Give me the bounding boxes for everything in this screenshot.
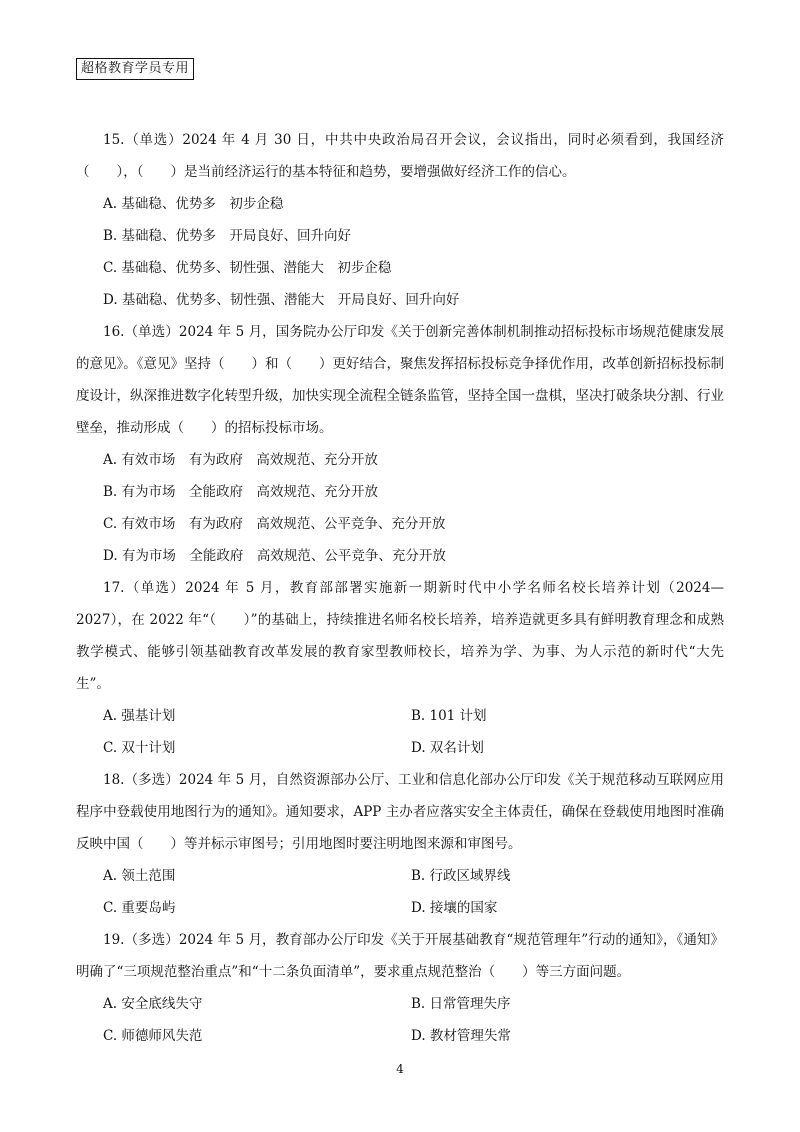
option-list — [76, 444, 724, 572]
option-list — [76, 988, 724, 1052]
option-c: C. 重要岛屿 — [103, 900, 176, 916]
option-a: A. 强基计划 — [103, 708, 176, 724]
option-d: D. 基础稳、优势多、韧性强、潜能大 开局良好、回升向好 — [103, 292, 460, 308]
option-c: C. 双十计划 — [103, 740, 176, 756]
option-b: B. 行政区域界线 — [411, 868, 511, 884]
option-d: D. 双名计划 — [411, 740, 484, 756]
option-list — [76, 188, 724, 316]
question-15 — [76, 124, 724, 316]
page-number: 4 — [396, 1062, 404, 1076]
option-c: C. 基础稳、优势多、韧性强、潜能大 初步企稳 — [103, 260, 392, 276]
option-list — [76, 700, 724, 764]
question-list — [76, 124, 724, 1052]
option-d: D. 接壤的国家 — [411, 900, 498, 916]
option-c: C. 有效市场 有为政府 高效规范、公平竞争、充分开放 — [103, 516, 446, 532]
question-text: 16.（单选）2024 年 5 月，国务院办公厅印发《关于创新完善体制机制推动招标投标市场规范健康发展的意见》。《意见》坚持（ ）和（ ）更好结合，聚焦发挥招标投标竞争择优作用，改革创新招标投标制度设计，纵深推进数字化转型升级，加快实现全流程全链条监管，坚持全国一盘棋，坚决打破条块分割、行业壁垒，推动形成（ ）的招标投标市场。 — [76, 324, 724, 436]
option-b: B. 日常管理失序 — [411, 996, 511, 1012]
option-b: B. 基础稳、优势多 开局良好、回升向好 — [103, 228, 352, 244]
option-b: B. 有为市场 全能政府 高效规范、充分开放 — [103, 484, 379, 500]
option-a: A. 领土范围 — [103, 868, 176, 884]
question-19 — [76, 924, 724, 1052]
question-18 — [76, 764, 724, 924]
question-text: 19.（多选）2024 年 5 月，教育部办公厅印发《关于开展基础教育“规范管理年”行动的通知》，《通知》明确了“三项规范整治重点”和“十二条负面清单”，要求重点规范整治（ ）等三方面问题。 — [76, 932, 724, 980]
option-b: B. 101 计划 — [411, 708, 487, 724]
option-list — [76, 860, 724, 924]
question-17 — [76, 572, 724, 764]
option-d: D. 有为市场 全能政府 高效规范、公平竞争、充分开放 — [103, 548, 446, 564]
question-text: 17.（单选）2024 年 5 月，教育部部署实施新一期新时代中小学名师名校长培养计划（2024—2027），在 2022 年“（ ）”的基础上，持续推进名师名校长培养，培养造就更多具有鲜明教育理念和成熟教学模式、能够引领基础教育改革发展的教育家型教师校长，培养为学、为事、为人示范的新时代“大先生”。 — [76, 580, 724, 692]
option-a: A. 安全底线失守 — [103, 996, 203, 1012]
question-text: 18.（多选）2024 年 5 月，自然资源部办公厅、工业和信息化部办公厅印发《关于规范移动互联网应用程序中登载使用地图行为的通知》。通知要求，APP 主办者应落实安全主体责任，确保在登载使用地图时准确反映中国（ ）等并标示审图号；引用地图时要注明地图来源和审图号。 — [76, 772, 724, 852]
question-text: 15.（单选）2024 年 4 月 30 日，中共中央政治局召开会议，会议指出，同时必须看到，我国经济（ ），（ ）是当前经济运行的基本特征和趋势，要增强做好经济工作的信心。 — [76, 132, 724, 180]
option-a: A. 有效市场 有为政府 高效规范、充分开放 — [103, 452, 378, 468]
option-d: D. 教材管理失常 — [411, 1028, 511, 1044]
option-c: C. 师德师风失范 — [103, 1028, 203, 1044]
header-tag: 超格教育学员专用 — [76, 58, 194, 80]
option-a: A. 基础稳、优势多 初步企稳 — [103, 196, 284, 212]
question-16 — [76, 316, 724, 572]
